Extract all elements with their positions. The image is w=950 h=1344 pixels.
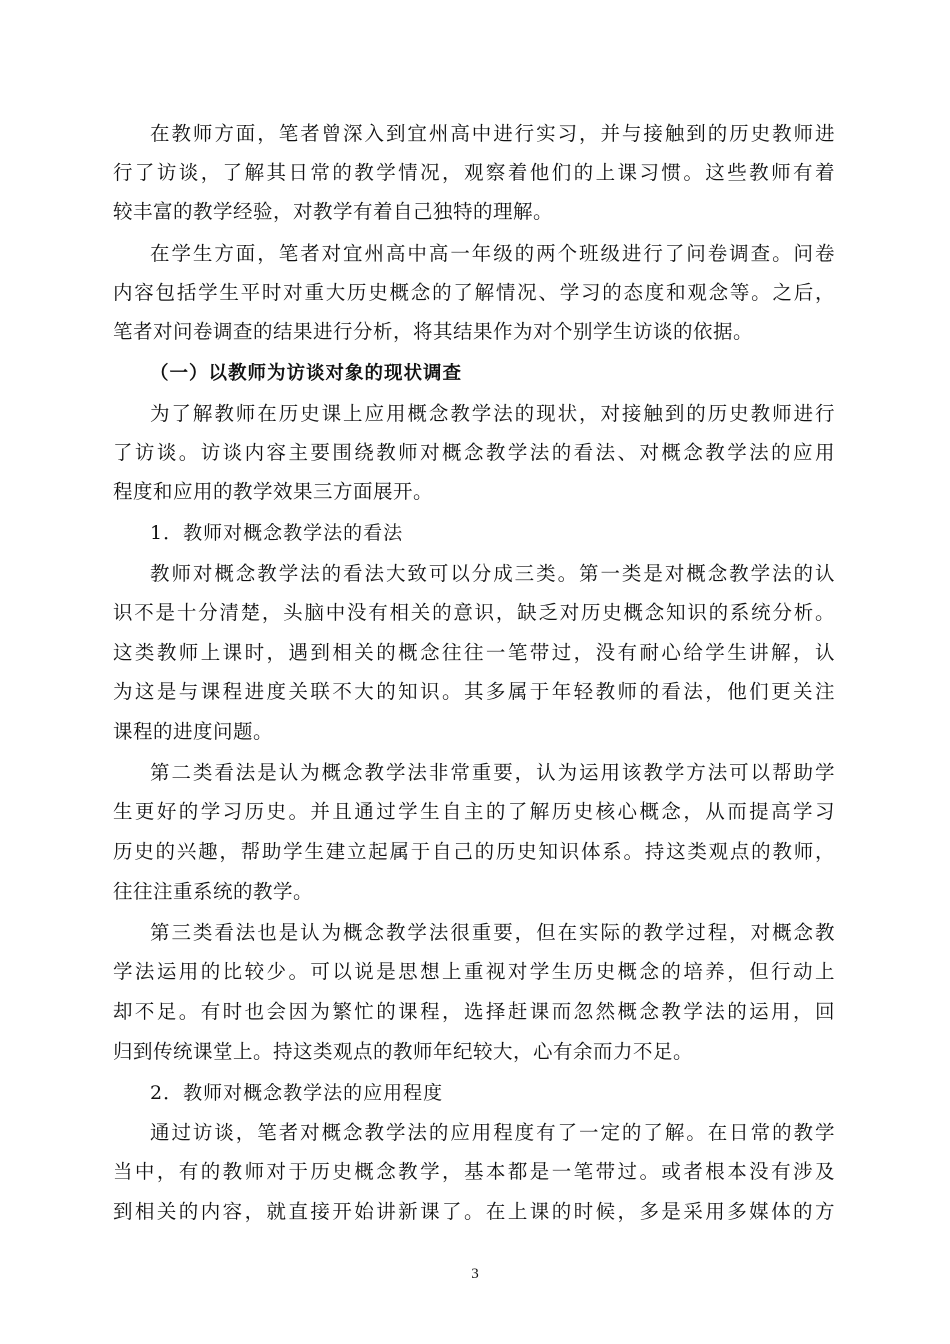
paragraph-5-line-2: 生更好的学习历史。并且通过学生自主的了解历史核心概念，从而提高学习 (113, 800, 835, 823)
paragraph-4-line-1: 教师对概念教学法的看法大致可以分成三类。第一类是对概念教学法的认 (150, 562, 835, 585)
paragraph-2-line-1: 在学生方面，笔者对宜州高中高一年级的两个班级进行了问卷调查。问卷 (150, 242, 835, 265)
page-number: 3 (471, 1266, 479, 1282)
paragraph-1-line-2: 行了访谈，了解其日常的教学情况，观察着他们的上课习惯。这些教师有着 (113, 161, 835, 184)
paragraph-6-line-4: 归到传统课堂上。持这类观点的教师年纪较大，心有余而力不足。 (113, 1040, 694, 1063)
subheading-2: 2．教师对概念教学法的应用程度 (150, 1082, 444, 1104)
paragraph-4-line-3: 这类教师上课时，遇到相关的概念往往一笔带过，没有耐心给学生讲解，认 (113, 641, 835, 664)
paragraph-7-line-3: 到相关的内容，就直接开始讲新课了。在上课的时候，多是采用多媒体的方 (113, 1200, 835, 1223)
paragraph-1-line-1: 在教师方面，笔者曾深入到宜州高中进行实习，并与接触到的历史教师进 (150, 122, 835, 145)
paragraph-2-line-3: 笔者对问卷调查的结果进行分析，将其结果作为对个别学生访谈的依据。 (113, 320, 754, 343)
paragraph-5-line-4: 往往注重系统的教学。 (113, 880, 314, 903)
paragraph-3-line-1: 为了解教师在历史课上应用概念教学法的现状，对接触到的历史教师进行 (150, 402, 835, 425)
paragraph-7-line-2: 当中，有的教师对于历史概念教学，基本都是一笔带过。或者根本没有涉及 (113, 1160, 835, 1183)
section-heading: （一）以教师为访谈对象的现状调查 (150, 363, 463, 384)
paragraph-1-line-3: 较丰富的教学经验，对教学有着自己独特的理解。 (113, 200, 554, 223)
subheading-1: 1．教师对概念教学法的看法 (150, 522, 404, 544)
paragraph-5-line-1: 第二类看法是认为概念教学法非常重要，认为运用该教学方法可以帮助学 (150, 761, 835, 784)
paragraph-5-line-3: 历史的兴趣，帮助学生建立起属于自己的历史知识体系。持这类观点的教师， (113, 840, 835, 863)
paragraph-3-line-3: 程度和应用的教学效果三方面展开。 (113, 480, 434, 503)
paragraph-6-line-2: 学法运用的比较少。可以说是思想上重视对学生历史概念的培养，但行动上 (113, 960, 835, 983)
paragraph-4-line-5: 课程的进度问题。 (113, 720, 274, 743)
paragraph-3-line-2: 了访谈。访谈内容主要围绕教师对概念教学法的看法、对概念教学法的应用 (113, 441, 835, 464)
paragraph-4-line-2: 识不是十分清楚，头脑中没有相关的意识，缺乏对历史概念知识的系统分析。 (113, 601, 835, 624)
paragraph-7-line-1: 通过访谈，笔者对概念教学法的应用程度有了一定的了解。在日常的教学 (150, 1121, 835, 1144)
paragraph-6-line-3: 却不足。有时也会因为繁忙的课程，选择赶课而忽然概念教学法的运用，回 (113, 1000, 835, 1023)
paragraph-6-line-1: 第三类看法也是认为概念教学法很重要，但在实际的教学过程，对概念教 (150, 921, 835, 944)
paragraph-2-line-2: 内容包括学生平时对重大历史概念的了解情况、学习的态度和观念等。之后， (113, 281, 835, 304)
paragraph-4-line-4: 为这是与课程进度关联不大的知识。其多属于年轻教师的看法，他们更关注 (113, 680, 835, 703)
